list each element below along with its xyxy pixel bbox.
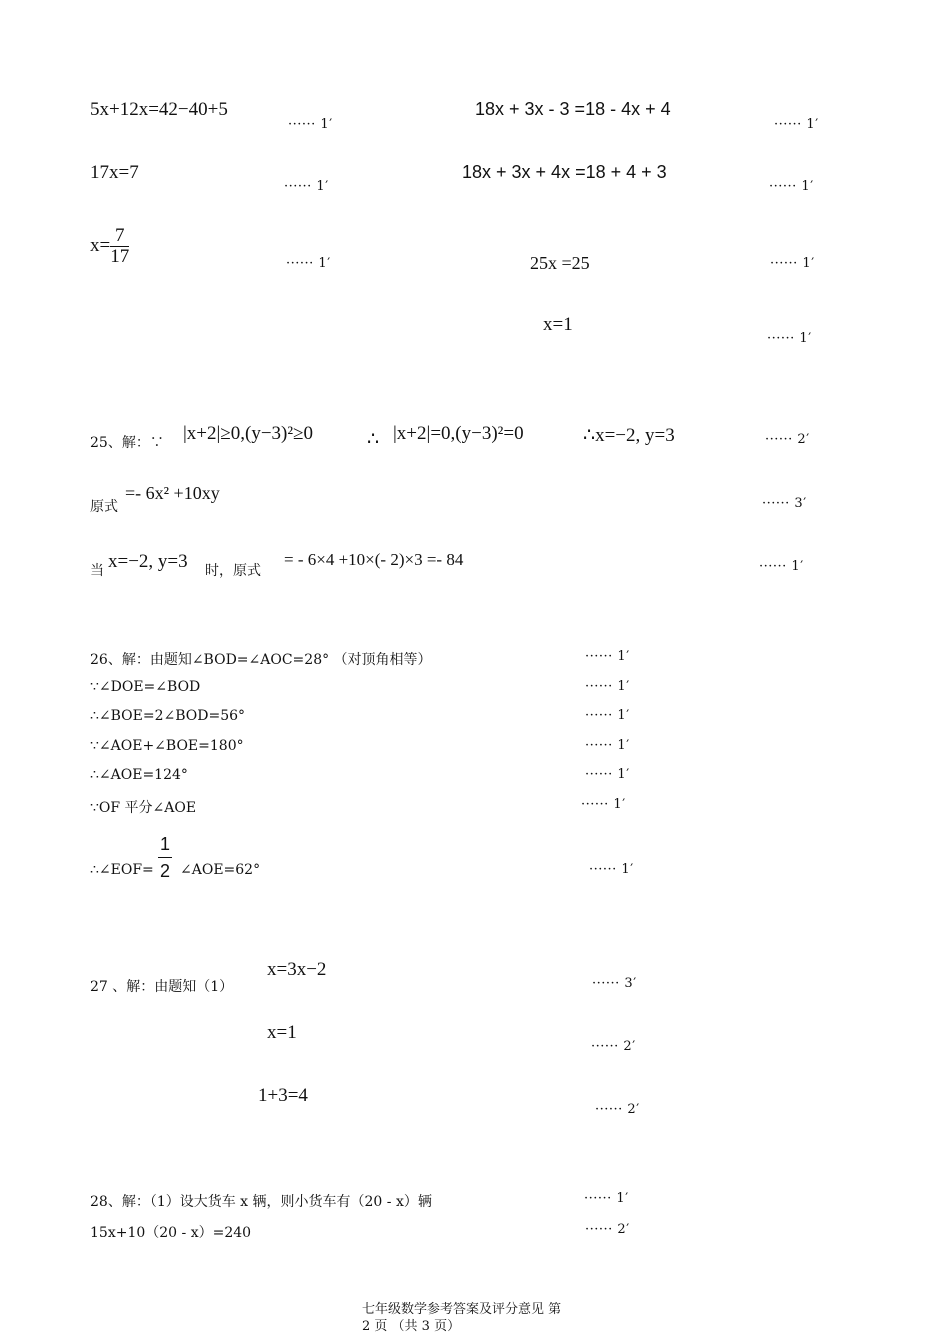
q25-label: 25、解：∵ — [90, 435, 164, 451]
score-mark: ······ 1′ — [770, 256, 815, 271]
footer-line-2: 2 页 （共 3 页） — [362, 1319, 461, 1334]
q27-equation-1: x=3x−2 — [267, 959, 327, 980]
score-mark: ······ 1′ — [585, 679, 630, 694]
q26-line-4: ∵∠AOE+∠BOE=180° — [90, 738, 244, 754]
q28-line-2: 15x+10（20 - x）=240 — [90, 1225, 252, 1241]
score-mark: ······ 1′ — [767, 331, 812, 346]
score-mark: ······ 1′ — [581, 797, 626, 812]
score-mark: ······ 1′ — [284, 179, 329, 194]
q26-line-3: ∴∠BOE=2∠BOD=56° — [90, 708, 246, 724]
eq24-right-line-2: 18x + 3x + 4x =18 + 4 + 3 — [462, 162, 667, 182]
q25-result: ∴x=−2, y=3 — [583, 425, 675, 446]
eq24-right-line-1: 18x + 3x - 3 =18 - 4x + 4 — [475, 99, 671, 119]
q27-equation-2: x=1 — [267, 1022, 297, 1043]
fraction-numerator: 7 — [110, 226, 129, 247]
q26-last-prefix: ∴∠EOF= — [90, 862, 154, 878]
score-mark: ······ 3′ — [762, 496, 807, 511]
q26-line-1: 26、解：由题知∠BOD=∠AOC=28° （对顶角相等） — [90, 652, 432, 668]
q25-when-suffix: 时，原式 — [205, 563, 261, 579]
eq24-right-line-3: 25x =25 — [530, 253, 590, 273]
q26-last-suffix: ∠AOE=62° — [180, 862, 261, 878]
q26-line-2: ∵∠DOE=∠BOD — [90, 679, 201, 695]
q27-equation-3: 1+3=4 — [258, 1085, 308, 1106]
score-mark: ······ 1′ — [585, 767, 630, 782]
q27-label: 27 、解：由题知（1） — [90, 979, 234, 995]
fraction-denominator: 17 — [110, 246, 130, 267]
q25-evaluation: = - 6×4 +10×(- 2)×3 =- 84 — [284, 550, 464, 569]
score-mark: ······ 2′ — [591, 1039, 636, 1054]
score-mark: ······ 1′ — [585, 738, 630, 753]
fraction-numerator: 1 — [158, 831, 172, 858]
q25-simplified-label: 原式 — [90, 499, 118, 515]
eq24-left-line-2: 17x=7 — [90, 162, 139, 183]
score-mark: ······ 1′ — [759, 559, 804, 574]
score-mark: ······ 2′ — [765, 432, 810, 447]
q28-line-1: 28、解：（1）设大货车 x 辆，则小货车有（20 - x）辆 — [90, 1194, 432, 1210]
q25-condition-2: |x+2|=0,(y−3)²=0 — [393, 423, 524, 444]
half-fraction — [158, 831, 172, 884]
score-mark: ······ 3′ — [592, 976, 637, 991]
q26-line-6: ∵OF 平分∠AOE — [90, 800, 197, 816]
score-mark: ······ 2′ — [585, 1222, 630, 1237]
eq24-left-line-1: 5x+12x=42−40+5 — [90, 99, 228, 120]
score-mark: ······ 1′ — [585, 708, 630, 723]
q25-when-values: x=−2, y=3 — [108, 551, 188, 572]
q25-therefore: ∴ — [367, 429, 380, 450]
score-mark: ······ 1′ — [769, 179, 814, 194]
page-footer — [362, 1301, 561, 1335]
fraction-denominator: 2 — [160, 861, 171, 881]
score-mark: ······ 2′ — [595, 1102, 640, 1117]
q25-simplified: =- 6x² +10xy — [125, 483, 220, 503]
score-mark: ······ 1′ — [589, 862, 634, 877]
score-mark: ······ 1′ — [774, 117, 819, 132]
score-mark: ······ 1′ — [286, 256, 331, 271]
q25-condition-1: |x+2|≥0,(y−3)²≥0 — [183, 423, 313, 444]
eq24-right-line-4: x=1 — [543, 314, 573, 335]
footer-line-1: 七年级数学参考答案及评分意见 第 — [362, 1302, 562, 1317]
score-mark: ······ 1′ — [288, 117, 333, 132]
fraction-lhs: x= — [90, 234, 111, 256]
eq24-left-line-3 — [90, 226, 129, 267]
q26-line-5: ∴∠AOE=124° — [90, 767, 188, 783]
q25-when-label: 当 — [90, 563, 104, 579]
fraction — [110, 226, 129, 267]
score-mark: ······ 1′ — [584, 1191, 629, 1206]
score-mark: ······ 1′ — [585, 649, 630, 664]
